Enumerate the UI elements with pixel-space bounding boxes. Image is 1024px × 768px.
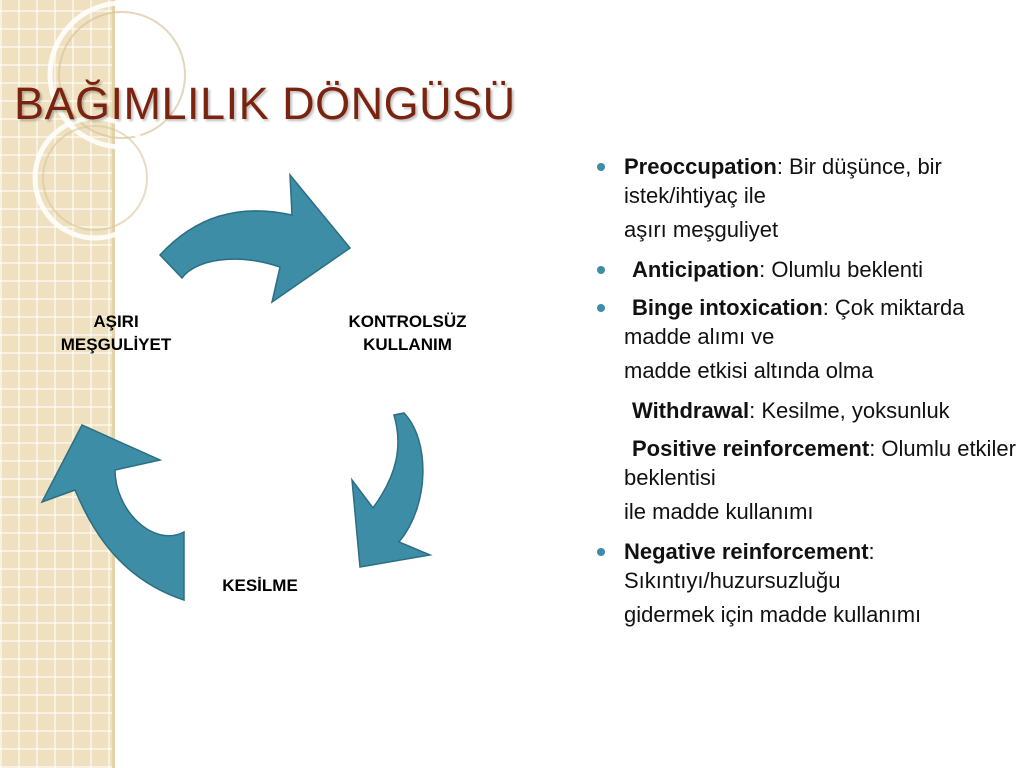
bullet-continuation: ile madde kullanımı: [624, 499, 814, 524]
bullet-item-binge-intoxication: [592, 293, 1020, 351]
stage-label-asiri-mesguliyet: AŞIRI MEŞGULİYET: [60, 312, 172, 354]
bullet-term: Negative reinforcement: [624, 539, 869, 564]
bullet-item-preoccupation: [592, 152, 1020, 210]
bullet-term: Preoccupation: [624, 154, 777, 179]
bullet-continuation: gidermek için madde kullanımı: [624, 602, 922, 627]
bullet-text: : Kesilme, yoksunluk: [749, 398, 950, 423]
bullet-text: : Bir düşünce, bir istek/ihtiyaç ile: [624, 154, 942, 208]
bullet-term: Binge intoxication: [632, 295, 823, 320]
stage-label-kesilme: KESİLME: [222, 576, 298, 595]
bullet-dot-icon: [597, 548, 605, 556]
addiction-cycle-diagram: [30, 160, 510, 620]
bullet-text: : Olumlu etkiler beklentisi: [624, 436, 1016, 490]
cycle-arrow-right: [352, 413, 430, 567]
bullet-term: Withdrawal: [632, 398, 750, 423]
bullet-item-positive-reinforcement: [592, 434, 1020, 492]
bullet-text: : Sıkıntıyı/huzursuzluğu: [624, 539, 875, 593]
bullet-term: Anticipation: [632, 257, 760, 282]
bullet-continuation: aşırı meşguliyet: [624, 217, 779, 242]
bullet-dot-icon: [597, 266, 605, 274]
cycle-arrow-left: [42, 425, 184, 600]
bullet-text: : Çok miktarda madde alımı ve: [624, 295, 965, 349]
bullet-text: : Olumlu beklenti: [759, 257, 923, 282]
bullet-item-negative-reinforcement: [592, 537, 1020, 595]
bullet-continuation: madde etkisi altında olma: [624, 358, 874, 383]
bullet-dot-icon: [597, 163, 605, 171]
bullet-item-withdrawal: [592, 396, 1020, 425]
bullet-list: [592, 152, 1020, 640]
bullet-term: Positive reinforcement: [632, 436, 870, 461]
bullet-dot-icon: [597, 304, 605, 312]
stage-label-kontrolsuz-kullanim: KONTROLSÜZ KULLANIM: [348, 312, 467, 354]
slide-title: BAĞIMLILIK DÖNGÜSÜ: [14, 78, 516, 129]
bullet-item-anticipation: [592, 255, 1020, 284]
cycle-arrow-top: [160, 175, 350, 302]
